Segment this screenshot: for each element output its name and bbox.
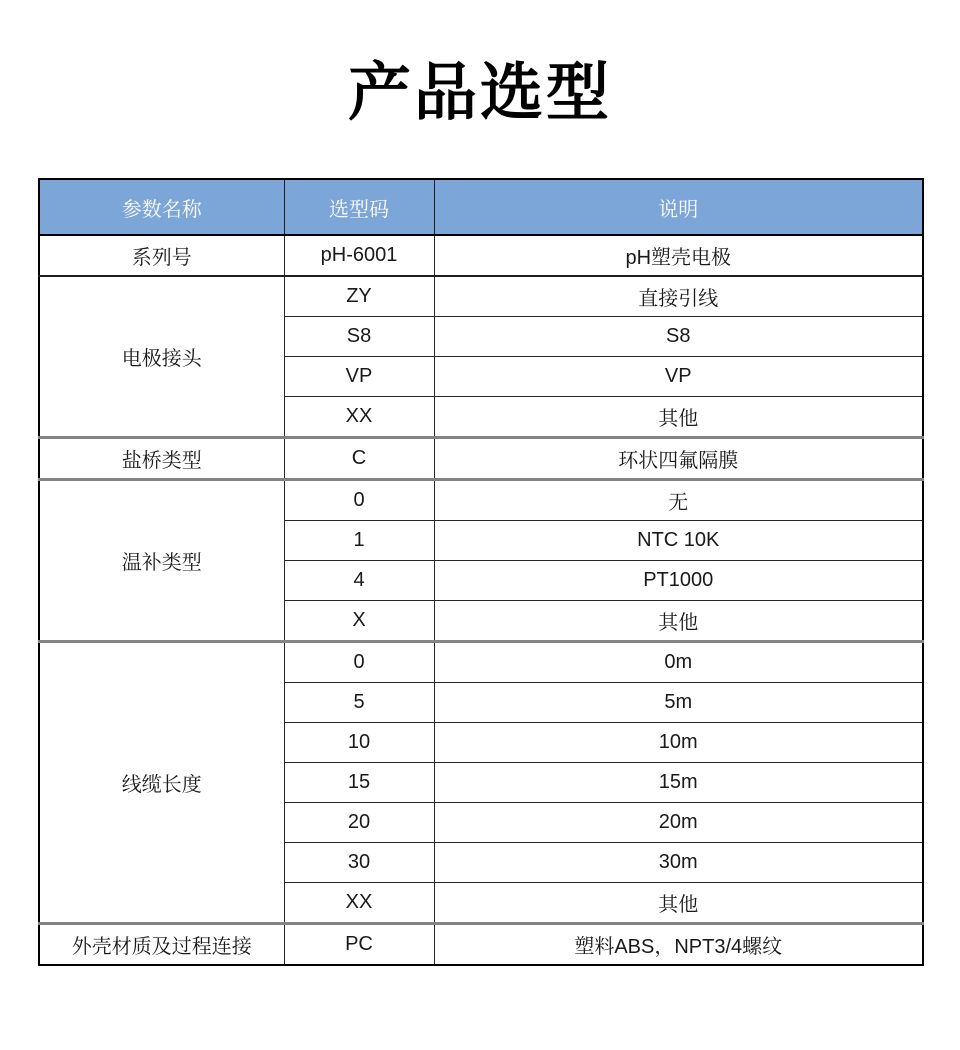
description-cell: NTC 10K [434,521,923,561]
description-cell: 环状四氟隔膜 [434,438,923,480]
selection-code-cell: S8 [284,317,434,357]
description-cell: 其他 [434,883,923,924]
table-row [39,642,923,683]
table-row [39,480,923,521]
description-cell: 塑料ABS，NPT3/4螺纹 [434,924,923,966]
param-name-cell: 盐桥类型 [39,438,284,480]
description-cell: 其他 [434,601,923,642]
description-cell: 15m [434,763,923,803]
param-name-cell: 温补类型 [39,480,284,642]
table-body [39,235,923,965]
table-row [39,235,923,276]
param-name-cell: 系列号 [39,235,284,276]
selection-code-cell: pH-6001 [284,235,434,276]
table-header [39,179,923,235]
page-title: 产品选型 [348,58,612,128]
description-cell: S8 [434,317,923,357]
selection-code-cell: VP [284,357,434,397]
column-header-parameter-name: 参数名称 [39,179,284,235]
description-cell: 其他 [434,397,923,438]
description-cell: 0m [434,642,923,683]
selection-code-cell: 20 [284,803,434,843]
param-name-cell: 外壳材质及过程连接 [39,924,284,966]
table-row [39,438,923,480]
table-row [39,924,923,966]
description-cell: VP [434,357,923,397]
selection-code-cell: 4 [284,561,434,601]
description-cell: PT1000 [434,561,923,601]
selection-code-cell: X [284,601,434,642]
column-header-description: 说明 [434,179,923,235]
description-cell: 5m [434,683,923,723]
description-cell: pH塑壳电极 [434,235,923,276]
selection-code-cell: ZY [284,276,434,317]
selection-code-cell: 15 [284,763,434,803]
selection-code-cell: 5 [284,683,434,723]
description-cell: 10m [434,723,923,763]
param-name-cell: 电极接头 [39,276,284,438]
description-cell: 20m [434,803,923,843]
product-selection-table [38,178,924,966]
description-cell: 直接引线 [434,276,923,317]
description-cell: 30m [434,843,923,883]
selection-code-cell: 1 [284,521,434,561]
selection-code-cell: XX [284,397,434,438]
selection-code-cell: 30 [284,843,434,883]
selection-code-cell: XX [284,883,434,924]
header-row [39,179,923,235]
selection-code-cell: 0 [284,480,434,521]
selection-code-cell: C [284,438,434,480]
column-header-selection-code: 选型码 [284,179,434,235]
selection-code-cell: 0 [284,642,434,683]
description-cell: 无 [434,480,923,521]
selection-code-cell: PC [284,924,434,966]
table-row [39,276,923,317]
selection-code-cell: 10 [284,723,434,763]
param-name-cell: 线缆长度 [39,642,284,924]
